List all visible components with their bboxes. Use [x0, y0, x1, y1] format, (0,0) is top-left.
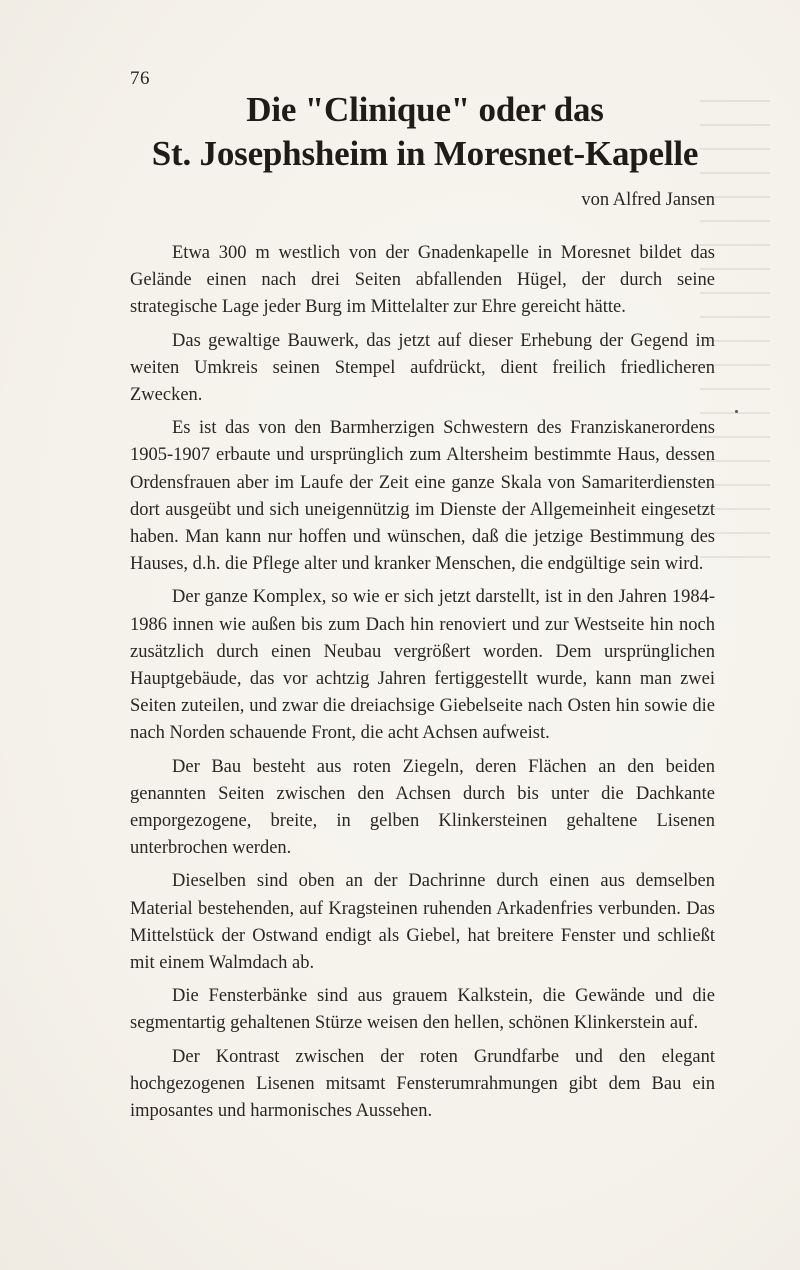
- paragraph: Es ist das von den Barmherzigen Schwestern des Franziskanerordens 1905-1907 erbaute und ursprünglich zum Altersheim bestimmte Haus, dessen Ordensfrauen aber im Laufe der Zeit eine ganze Skala von Samariterdiensten dort ausgeübt und sich uneigennützig im Dienste der Allgemeinheit eingesetzt haben. Man kann nur hoffen und wünschen, daß die jetzige Bestimmung des Hauses, d.h. die Pflege alter und kranker Menschen, die endgültige sein wird.: [130, 418, 715, 575]
- title-line-2: St. Josephsheim in Moresnet-Kapelle: [151, 134, 699, 173]
- paragraph: Das gewaltige Bauwerk, das jetzt auf dieser Erhebung der Gegend im weiten Umkreis seinen Stempel aufdrückt, dient freilich friedlicheren Zwecken.: [130, 330, 715, 406]
- page-number: 76: [130, 68, 150, 89]
- paragraph: Der Bau besteht aus roten Ziegeln, deren Flächen an den beiden genannten Seiten zwischen den Achsen durch bis unter die Dachkante emporgezogene, breite, in gelben Klinkersteinen gehaltene Lisenen unterbrochen werden.: [130, 756, 715, 859]
- article-body: [130, 240, 715, 1131]
- paragraph: Etwa 300 m westlich von der Gnadenkapelle in Moresnet bildet das Gelände einen nach drei Seiten abfallenden Hügel, der durch seine strategische Lage jeder Burg im Mittelalter zur Ehre gereicht hätte.: [130, 243, 715, 318]
- paragraph: Dieselben sind oben an der Dachrinne durch einen aus demselben Material bestehenden, auf Kragsteinen ruhenden Arkadenfries verbunden. Das Mittelstück der Ostwand endigt als Giebel, hat breitere Fenster und schließt mit einem Walmdach ab.: [130, 871, 715, 974]
- paragraph: Der ganze Komplex, so wie er sich jetzt darstellt, ist in den Jahren 1984-1986 innen wie außen bis zum Dach hin renoviert und zur Westseite hin noch zusätzlich durch einen Neubau vergrößert worden. Dem ursprünglichen Hauptgebäude, das vor achtzig Jahren fertiggestellt wurde, kann man zwei Seiten zuteilen, und zwar die dreiachsige Giebelseite nach Osten hin sowie die nach Norden schauende Front, die acht Achsen aufweist.: [130, 587, 715, 744]
- paragraph: Der Kontrast zwischen der roten Grundfarbe und den elegant hochgezogenen Lisenen mitsamt Fensterumrahmungen gibt dem Bau ein imposantes und harmonisches Aussehen.: [130, 1046, 715, 1122]
- article-title: [120, 88, 730, 176]
- paragraph: Die Fensterbänke sind aus grauem Kalkstein, die Gewände und die segmentartig gehaltenen Stürze weisen den hellen, schönen Klinkerstein auf.: [130, 986, 715, 1034]
- author-byline: von Alfred Jansen: [581, 190, 715, 210]
- title-line-1: Die "Clinique" oder das: [246, 90, 604, 129]
- paper-speck: [735, 410, 738, 413]
